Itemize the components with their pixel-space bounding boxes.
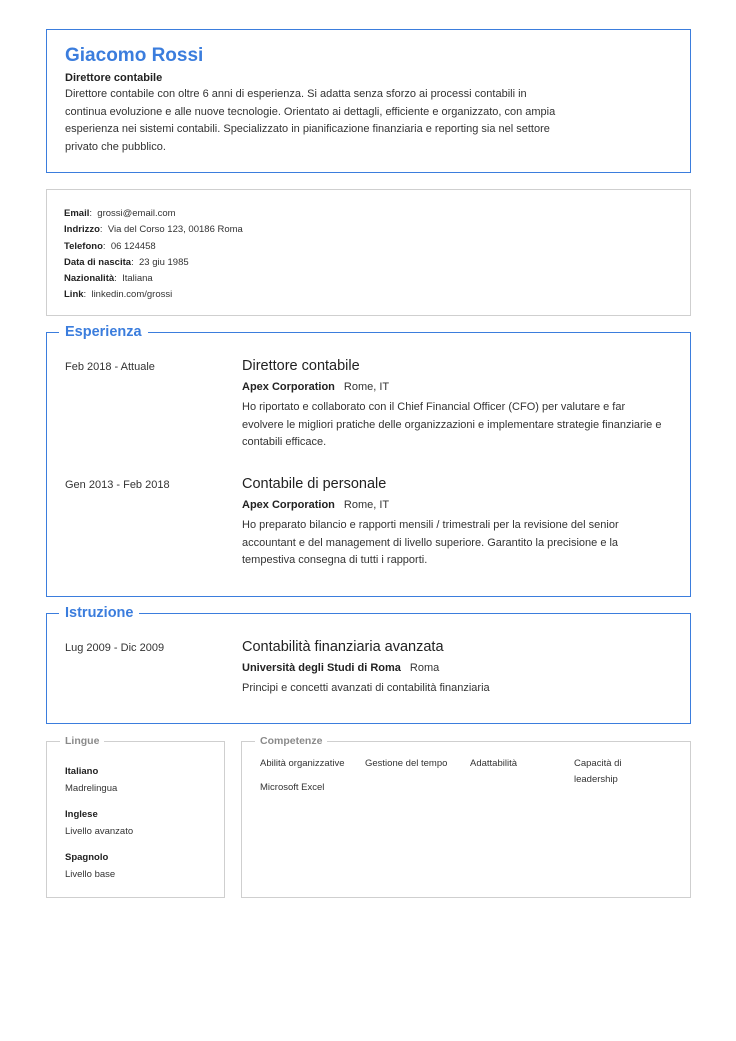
education-section (46, 605, 691, 724)
skills-heading: Competenze (255, 734, 327, 748)
contact-value: Italiana (122, 273, 153, 285)
language-level: Livello base (65, 869, 116, 880)
contact-value: grossi@email.com (97, 208, 176, 219)
entry-body (242, 638, 662, 698)
entry-org-line (242, 380, 662, 394)
contact-value: 23 giu 1985 (138, 256, 189, 268)
contact-birthdate: Data di nascita: 23 giu 1985 (64, 256, 189, 268)
contact-email: Email: grossi@email.com (64, 208, 176, 219)
entry-organization: Apex Corporation (242, 499, 335, 511)
contact-address: Indrizzo: Via del Corso 123, 00186 Roma (64, 224, 243, 236)
entry-description: Ho riportato e collaborato con il Chief Financial Officer (CFO) per valutare e far evolvere le migliori pratiche delle organizzazioni e implementare strategie finanziarie e contabili efficace. (242, 401, 662, 448)
entry-body (242, 475, 662, 570)
skill-item: Gestione del tempo (365, 758, 448, 769)
contact-label: Indrizzo (64, 224, 100, 236)
skill-item: Adattabilità (470, 758, 518, 769)
entry-organization: Apex Corporation (242, 381, 335, 393)
entry-organization: Università degli Studi di Roma (242, 662, 401, 674)
skill-item: Abilità organizzative (260, 758, 345, 769)
contact-label: Link (64, 289, 84, 301)
experience-section (46, 324, 691, 597)
skills-section (241, 735, 691, 898)
contact-section (46, 189, 691, 316)
entry-date: Lug 2009 - Dic 2009 (65, 642, 165, 654)
language-item (65, 808, 133, 838)
entry-title: Contabile di personale (242, 476, 387, 492)
entry-location: Rome, IT (343, 499, 390, 511)
skill-item: Capacità di leadership (574, 758, 622, 785)
candidate-name: Giacomo Rossi (65, 45, 204, 66)
entry-description: Ho preparato bilancio e rapporti mensili / trimestrali per la revisione del senior accountant e del management di livello superiore. Garantito la precisione e la tempestiva consegna di tutti i rapporti. (242, 519, 619, 566)
header-section (46, 29, 691, 173)
contact-value: 06 124458 (110, 240, 156, 252)
language-level: Madrelingua (65, 783, 118, 794)
entry-date: Feb 2018 - Attuale (65, 361, 155, 373)
contact-value: Via del Corso 123, 00186 Roma (107, 224, 243, 236)
entry-org-line (242, 661, 662, 675)
entry-org-line (242, 498, 662, 512)
entry-body (242, 357, 662, 452)
entry-date: Gen 2013 - Feb 2018 (65, 479, 170, 491)
job-title: Direttore contabile (65, 72, 163, 84)
contact-phone: Telefono: 06 124458 (64, 240, 156, 252)
language-item (65, 851, 115, 881)
language-name: Spagnolo (65, 852, 109, 863)
profile-summary: Direttore contabile con oltre 6 anni di esperienza. Si adatta senza sforzo ai processi contabili in continua evoluzione e alle nuove tecnologie. Orientato ai dettagli, efficiente e organizzato, con ampia esperienza nei sistemi contabili. Specializzato in pianificazione finanziaria e reporting sia nel settore privato che pubblico. (65, 88, 556, 153)
entry-title: Contabilità finanziaria avanzata (242, 639, 444, 655)
contact-label: Telefono (64, 240, 103, 252)
languages-section (46, 735, 225, 898)
languages-heading: Lingue (60, 734, 104, 748)
contact-label: Data di nascita (64, 256, 132, 268)
language-level: Livello avanzato (65, 826, 134, 837)
contact-label: Nazionalità (64, 273, 115, 285)
contact-label: Email (64, 208, 90, 219)
skill-item: Microsoft Excel (260, 782, 325, 793)
entry-location: Roma (409, 662, 440, 674)
contact-value[interactable]: linkedin.com/grossi (91, 289, 173, 301)
language-name: Italiano (65, 766, 99, 777)
entry-location: Rome, IT (343, 381, 390, 393)
language-item (65, 765, 117, 795)
experience-heading: Esperienza (59, 323, 148, 341)
contact-nationality: Nazionalità: Italiana (64, 273, 153, 285)
contact-link: Link: linkedin.com/grossi (64, 289, 173, 301)
language-name: Inglese (65, 809, 98, 820)
entry-title: Direttore contabile (242, 358, 360, 374)
education-heading: Istruzione (59, 604, 139, 622)
entry-description: Principi e concetti avanzati di contabilità finanziaria (242, 682, 490, 694)
